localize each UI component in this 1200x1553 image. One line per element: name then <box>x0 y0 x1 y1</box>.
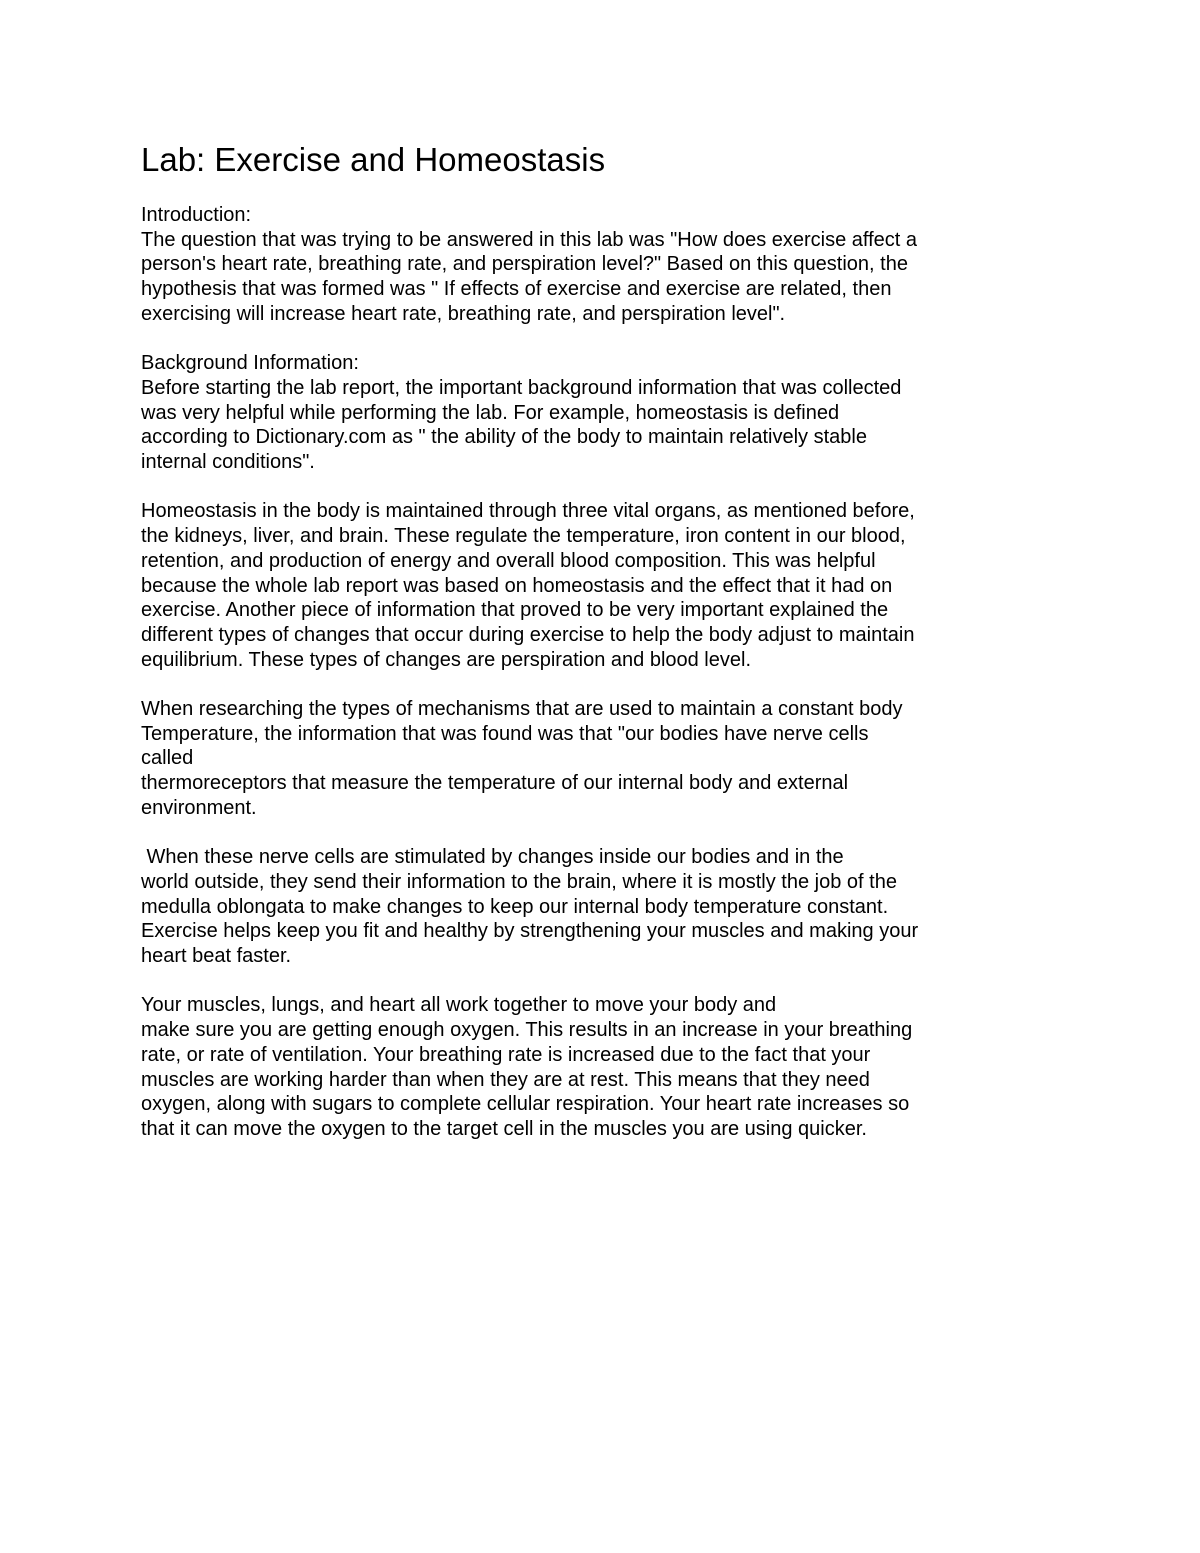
text-line: The question that was trying to be answered in this lab was "How does exercise affect a <box>141 228 918 251</box>
text-line: exercise. Another piece of information that proved to be very important explained the <box>141 599 889 622</box>
text-line: that it can move the oxygen to the target cell in the muscles you are using quicker. <box>141 1117 867 1140</box>
text-line: exercising will increase heart rate, breathing rate, and perspiration level". <box>141 302 786 325</box>
nerve-cells-paragraph <box>141 845 1071 969</box>
text-line: according to Dictionary.com as " the ability of the body to maintain relatively stable <box>141 426 867 449</box>
text-line: internal conditions". <box>141 451 315 474</box>
text-line: muscles are working harder than when they are at rest. This means that they need <box>141 1068 870 1091</box>
text-line: Before starting the lab report, the important background information that was collected <box>141 376 902 399</box>
document-page <box>141 140 1071 1166</box>
text-line: different types of changes that occur during exercise to help the body adjust to maintain <box>141 623 915 646</box>
text-line: When these nerve cells are stimulated by changes inside our bodies and in the <box>141 846 844 869</box>
text-line: hypothesis that was formed was " If effects of exercise and exercise are related, then <box>141 278 892 301</box>
background-section <box>141 351 1071 475</box>
text-line: world outside, they send their information to the brain, where it is mostly the job of the <box>141 870 897 893</box>
text-line: thermoreceptors that measure the temperature of our internal body and external <box>141 772 849 795</box>
text-line: Your muscles, lungs, and heart all work together to move your body and <box>141 994 777 1017</box>
text-line: person's heart rate, breathing rate, and perspiration level?" Based on this question, the <box>141 253 908 276</box>
text-line: Exercise helps keep you fit and healthy by strengthening your muscles and making your <box>141 920 919 943</box>
text-line: When researching the types of mechanisms that are used to maintain a constant body <box>141 698 903 721</box>
mechanisms-paragraph <box>141 697 1071 821</box>
text-line: rate, or rate of ventilation. Your breathing rate is increased due to the fact that your <box>141 1043 871 1066</box>
homeostasis-paragraph <box>141 499 1071 672</box>
text-line: medulla oblongata to make changes to keep our internal body temperature constant. <box>141 895 889 918</box>
background-heading: Background Information: <box>141 352 359 375</box>
text-line: equilibrium. These types of changes are perspiration and blood level. <box>141 648 751 671</box>
text-line: Temperature, the information that was found was that "our bodies have nerve cells <box>141 722 869 745</box>
text-line: oxygen, along with sugars to complete cellular respiration. Your heart rate increases so <box>141 1093 910 1116</box>
text-line: retention, and production of energy and overall blood composition. This was helpful <box>141 549 876 572</box>
text-line: called <box>141 747 194 770</box>
text-line: make sure you are getting enough oxygen. This results in an increase in your breathing <box>141 1019 913 1042</box>
text-line: the kidneys, liver, and brain. These regulate the temperature, iron content in our blood, <box>141 525 906 548</box>
text-line: because the whole lab report was based on homeostasis and the effect that it had on <box>141 574 893 597</box>
text-line: Homeostasis in the body is maintained through three vital organs, as mentioned before, <box>141 500 915 523</box>
text-line: heart beat faster. <box>141 945 292 968</box>
text-line: environment. <box>141 796 257 819</box>
introduction-section <box>141 203 1071 327</box>
text-line: was very helpful while performing the lab. For example, homeostasis is defined <box>141 401 840 424</box>
muscles-paragraph <box>141 993 1071 1141</box>
introduction-heading: Introduction: <box>141 204 252 226</box>
document-title: Lab: Exercise and Homeostasis <box>141 141 606 178</box>
